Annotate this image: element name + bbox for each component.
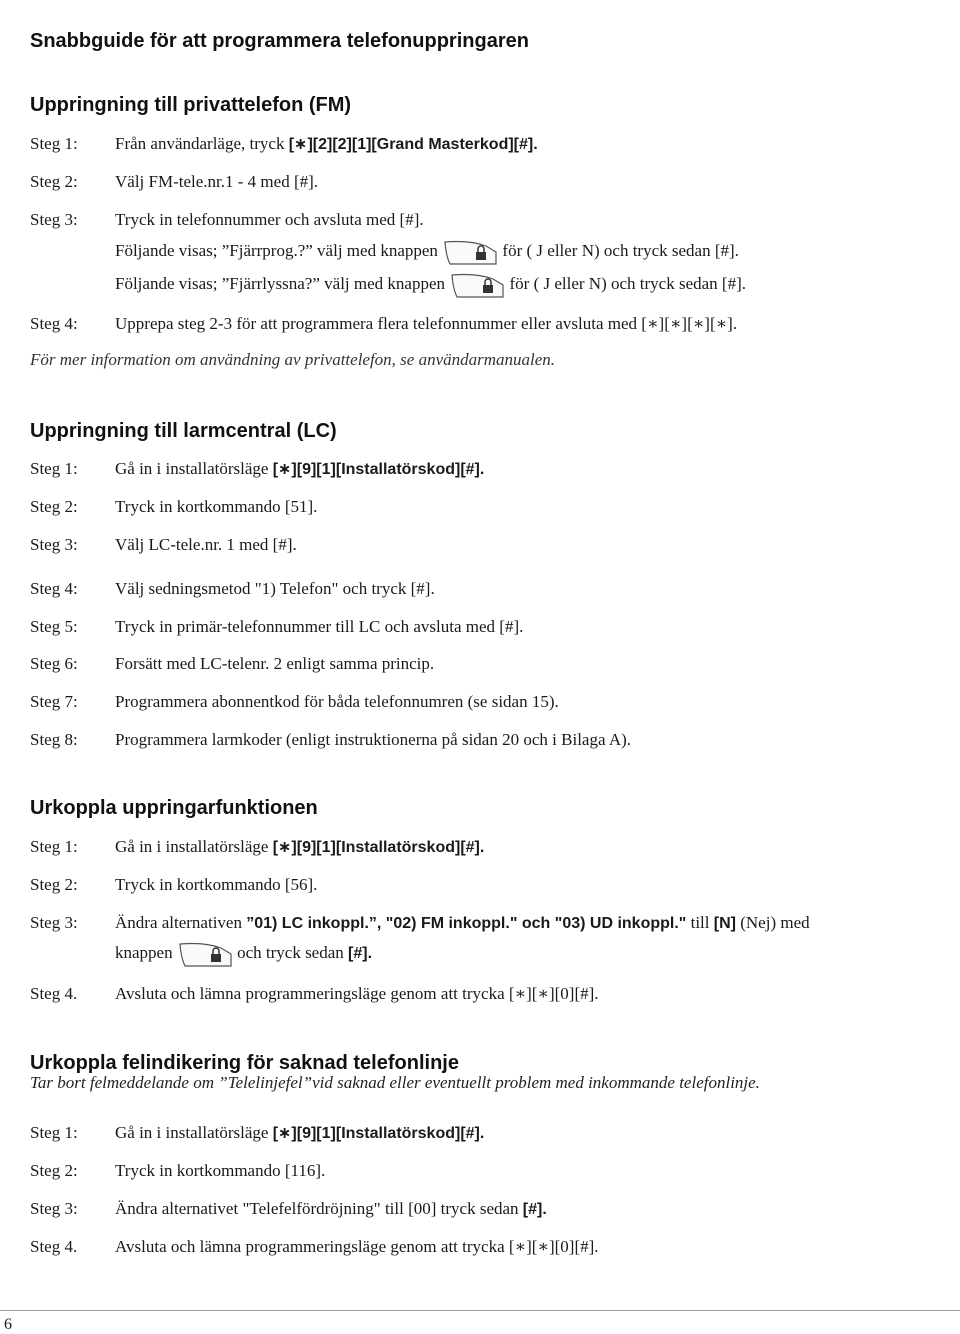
step-text: Tryck in telefonnummer och avsluta med [#]. (115, 210, 424, 229)
step-text: Tryck in primär-telefonnummer till LC och avsluta med [#]. (115, 617, 524, 636)
step-label: Steg 1: (30, 1123, 78, 1142)
step-text: Ändra alternativet "Telefelfördröjning" till [00] tryck sedan [#]. (115, 1199, 547, 1218)
step-text: Tryck in kortkommando [51]. (115, 497, 318, 516)
lock-key-icon (449, 271, 505, 299)
step-text: Tryck in kortkommando [56]. (115, 875, 318, 894)
section-subtitle: Tar bort felmeddelande om ”Telelinjefel”vid saknad eller eventuellt problem med inkommande telefonlinje. (30, 1073, 760, 1092)
step-label: Steg 3: (30, 1199, 78, 1218)
step-text: Välj FM-tele.nr.1 - 4 med [#]. (115, 172, 319, 191)
step-label: Steg 2: (30, 497, 78, 516)
section-heading-line-fault: Urkoppla felindikering för saknad telefonlinje (30, 1052, 459, 1074)
step-label: Steg 4: (30, 579, 78, 598)
step-label: Steg 6: (30, 654, 78, 673)
step-label: Steg 2: (30, 172, 78, 191)
step-label: Steg 8: (30, 730, 78, 749)
step-text: Programmera abonnentkod för båda telefonnumren (se sidan 15). (115, 692, 559, 711)
step-text: Tryck in kortkommando [116]. (115, 1161, 326, 1180)
step-text: Välj LC-tele.nr. 1 med [#]. (115, 535, 297, 554)
step-label: Steg 2: (30, 1161, 78, 1180)
info-note: För mer information om användning av privattelefon, se användarmanualen. (30, 350, 556, 369)
step-text: Upprepa steg 2-3 för att programmera flera telefonnummer eller avsluta med [∗][∗][∗][∗]. (115, 314, 738, 333)
step-label: Steg 1: (30, 459, 78, 478)
section-heading-lc: Uppringning till larmcentral (LC) (30, 420, 337, 442)
step-label: Steg 3: (30, 913, 78, 932)
step-label: Steg 1: (30, 134, 78, 153)
step-text: Programmera larmkoder (enligt instruktionerna på sidan 20 och i Bilaga A). (115, 730, 632, 749)
footer-divider (0, 1310, 960, 1311)
step-label: Steg 4: (30, 314, 78, 333)
lock-key-icon (442, 238, 498, 266)
lock-key-icon (177, 940, 233, 968)
step-label: Steg 5: (30, 617, 78, 636)
step-label: Steg 7: (30, 692, 78, 711)
step-label: Steg 3: (30, 535, 78, 554)
step-label: Steg 4. (30, 1237, 78, 1256)
step-text: Gå in i installatörsläge [∗][9][1][Installatörskod][#]. (115, 837, 485, 856)
step-text: Gå in i installatörsläge [∗][9][1][Installatörskod][#]. (115, 1123, 485, 1142)
step-text: Från användarläge, tryck [∗][2][2][1][Grand Masterkod][#]. (115, 134, 538, 153)
section-heading-disable-dialer: Urkoppla uppringarfunktionen (30, 797, 318, 819)
step-text: Forsätt med LC-telenr. 2 enligt samma princip. (115, 654, 435, 673)
step-text: Avsluta och lämna programmeringsläge genom att trycka [∗][∗][0][#]. (115, 1237, 599, 1256)
step-text: Välj sedningsmetod "1) Telefon" och tryck [#]. (115, 579, 435, 598)
step-text: Gå in i installatörsläge [∗][9][1][Installatörskod][#]. (115, 459, 485, 478)
step-label: Steg 3: (30, 210, 78, 229)
step-label: Steg 2: (30, 875, 78, 894)
step-text: Ändra alternativen ”01) LC inkoppl.”, "02) FM inkoppl." och "03) UD inkoppl." till [N] (Nej) med (115, 913, 810, 932)
step-label: Steg 4. (30, 984, 78, 1003)
page-number: 6 (4, 1316, 12, 1333)
step-text: Avsluta och lämna programmeringsläge genom att trycka [∗][∗][0][#]. (115, 984, 599, 1003)
page-title: Snabbguide för att programmera telefonuppringaren (30, 30, 529, 52)
step-label: Steg 1: (30, 837, 78, 856)
section-heading-fm: Uppringning till privattelefon (FM) (30, 94, 352, 116)
